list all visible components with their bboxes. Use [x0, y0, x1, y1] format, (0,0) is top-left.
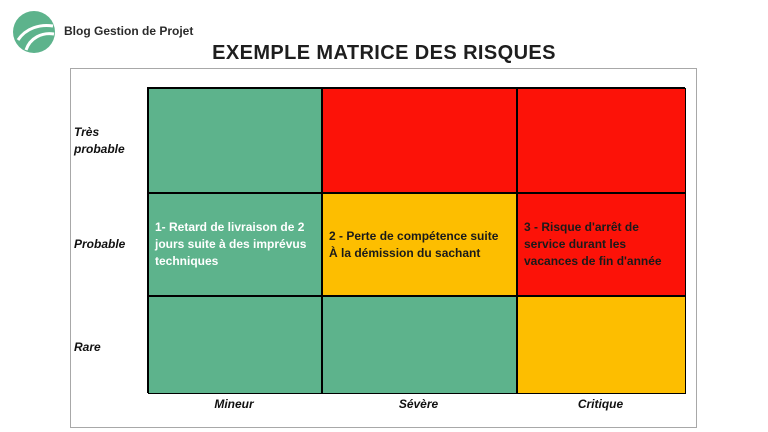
- col-label-critique: Critique: [577, 397, 624, 411]
- matrix-cell-probable-severe: 2 - Perte de compétence suite À la démission du sachant: [322, 193, 517, 296]
- risk-matrix: [147, 87, 685, 393]
- matrix-cell-probable-mineur: 1- Retard de livraison de 2 jours suite à des imprévus techniques: [148, 193, 322, 296]
- col-label-mineur: Mineur: [214, 397, 254, 411]
- matrix-cell-tres-probable-mineur: [148, 88, 322, 193]
- matrix-cell-tres-probable-critique: [517, 88, 686, 193]
- row-label-rare: Rare: [74, 340, 101, 354]
- brand-name: Blog Gestion de Projet: [64, 24, 194, 38]
- row-label-tres-probable: Très probable: [74, 125, 125, 156]
- matrix-cell-rare-severe: [322, 296, 517, 394]
- matrix-cell-rare-critique: [517, 296, 686, 394]
- col-label-severe: Sévère: [398, 397, 439, 411]
- matrix-cell-tres-probable-severe: [322, 88, 517, 193]
- matrix-cell-probable-critique: 3 - Risque d'arrêt de service durant les vacances de fin d'année: [517, 193, 686, 296]
- page-title: EXEMPLE MATRICE DES RISQUES: [212, 42, 556, 64]
- row-label-probable: Probable: [74, 237, 126, 251]
- matrix-cell-rare-mineur: [148, 296, 322, 394]
